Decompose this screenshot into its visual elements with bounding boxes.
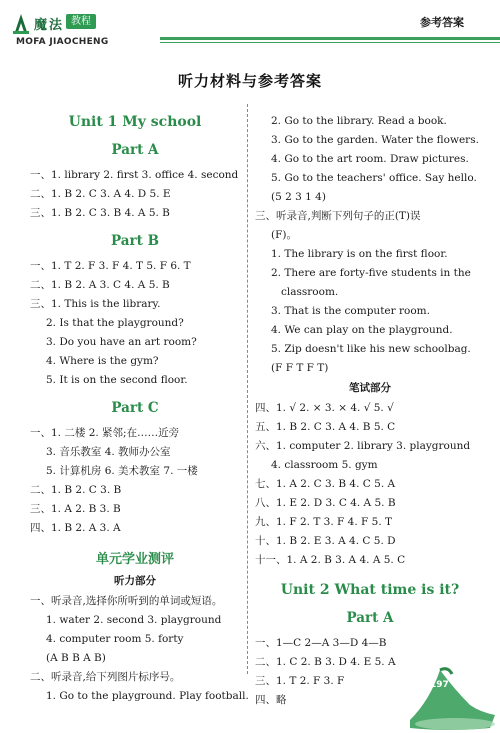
answer-line: 四、1. B 2. A 3. A: [30, 522, 121, 534]
answer-line: 2. There are forty-five students in the: [271, 267, 471, 279]
answer-line: 三、1. This is the library.: [30, 298, 161, 310]
answer-line: 4. computer room 5. forty: [46, 633, 184, 645]
answer-line: (F F T F T): [271, 362, 329, 374]
answer-line: 三、听录音,判断下列句子的正(T)误: [255, 210, 421, 222]
answer-line: 4. classroom 5. gym: [271, 459, 378, 471]
answer-line: 5. Zip doesn't like his new schoolbag.: [271, 343, 471, 355]
answer-line: 一、听录音,选择你所听到的单词或短语。: [30, 595, 223, 607]
answer-line: 一、1. 二楼 2. 紧邻;在……近旁: [30, 427, 180, 439]
answer-line: 5. Go to the teachers' office. Say hello.: [271, 172, 477, 184]
answer-line: 十一、1. A 2. B 3. A 4. A 5. C: [255, 554, 406, 566]
answer-line: 二、1. C 2. B 3. D 4. E 5. A: [255, 656, 396, 668]
page-header: [0, 0, 500, 58]
listening-section-label: 听力部分: [114, 575, 156, 587]
answer-line: 2. Go to the library. Read a book.: [271, 115, 447, 127]
answer-line: 1. Go to the playground. Play football.: [46, 690, 249, 702]
answer-line: 八、1. E 2. D 3. C 4. A 5. B: [255, 497, 396, 509]
answer-line: 十、1. B 2. E 3. A 4. C 5. D: [255, 535, 396, 547]
part-a-title: Part A: [111, 142, 159, 158]
book-logo-icon: [12, 12, 30, 34]
answer-line: 3. 音乐教室 4. 教师办公室: [46, 446, 171, 458]
logo-english-text: MOFA JIAOCHENG: [16, 37, 109, 47]
part-b-title: Part B: [111, 233, 159, 249]
page-number: 197: [430, 680, 449, 690]
logo-chinese-text: 魔法: [34, 18, 65, 33]
answer-line: 二、听录音,给下列图片标序号。: [30, 671, 181, 683]
answer-line: 5. It is on the second floor.: [46, 374, 188, 386]
answer-line: 九、1. F 2. T 3. F 4. F 5. T: [255, 516, 392, 528]
answer-line: classroom.: [281, 286, 339, 298]
header-rule: [160, 37, 500, 40]
answer-line: 四、略: [255, 694, 287, 706]
logo-badge: 教程: [66, 14, 96, 29]
column-divider: [247, 104, 248, 674]
answer-line: 1. water 2. second 3. playground: [46, 614, 222, 626]
answer-line: 一、1. T 2. F 3. F 4. T 5. F 6. T: [30, 260, 191, 272]
part-c-title: Part C: [111, 400, 159, 416]
written-section-label: 笔试部分: [349, 382, 391, 394]
answer-line: 4. Where is the gym?: [46, 355, 159, 367]
answer-line: 3. Do you have an art room?: [46, 336, 197, 348]
unit-2-title: Unit 2 What time is it?: [280, 582, 460, 598]
right-column: [255, 112, 485, 710]
answer-line: 二、1. B 2. A 3. C 4. A 5. B: [30, 279, 170, 291]
answer-line: 五、1. B 2. C 3. A 4. B 5. C: [255, 421, 396, 433]
unit-test-title: 单元学业测评: [95, 552, 174, 567]
answer-line: 3. Go to the garden. Water the flowers.: [271, 134, 479, 146]
answer-line: 二、1. B 2. C 3. A 4. D 5. E: [30, 188, 171, 200]
answer-line: 二、1. B 2. C 3. B: [30, 484, 122, 496]
answer-line: 4. Go to the art room. Draw pictures.: [271, 153, 469, 165]
answer-line: 一、1. library 2. first 3. office 4. second: [30, 169, 239, 181]
wizard-hat-mascot-icon: [400, 660, 500, 733]
header-title: 参考答案: [420, 16, 464, 29]
answer-line: 一、1—C 2—A 3—D 4—B: [255, 637, 387, 649]
answer-line: 三、1. B 2. C 3. B 4. A 5. B: [30, 207, 170, 219]
header-rule-thin: [160, 42, 500, 43]
answer-line: (F)。: [271, 229, 297, 241]
answer-line: 四、1. √ 2. × 3. × 4. √ 5. √: [255, 402, 394, 414]
answer-line: 1. The library is on the first floor.: [271, 248, 448, 260]
answer-line: (5 2 3 1 4): [271, 191, 326, 203]
unit-1-title: Unit 1 My school: [68, 114, 202, 130]
answer-line: 三、1. T 2. F 3. F: [255, 675, 345, 687]
answer-line: 3. That is the computer room.: [271, 305, 430, 317]
answer-line: 4. We can play on the playground.: [271, 324, 453, 336]
answer-line: 5. 计算机房 6. 美术教室 7. 一楼: [46, 465, 198, 477]
answer-line: 2. Is that the playground?: [46, 317, 184, 329]
answer-line: 七、1. A 2. C 3. B 4. C 5. A: [255, 478, 396, 490]
answer-line: (A B B A B): [46, 652, 106, 664]
left-column: [30, 100, 249, 706]
answer-line: 六、1. computer 2. library 3. playground: [255, 440, 471, 452]
publisher-logo: [12, 10, 162, 50]
answer-line: 三、1. A 2. B 3. B: [30, 503, 121, 515]
page-title: 听力材料与参考答案: [177, 72, 322, 90]
unit-2-part-a-title: Part A: [346, 610, 394, 626]
